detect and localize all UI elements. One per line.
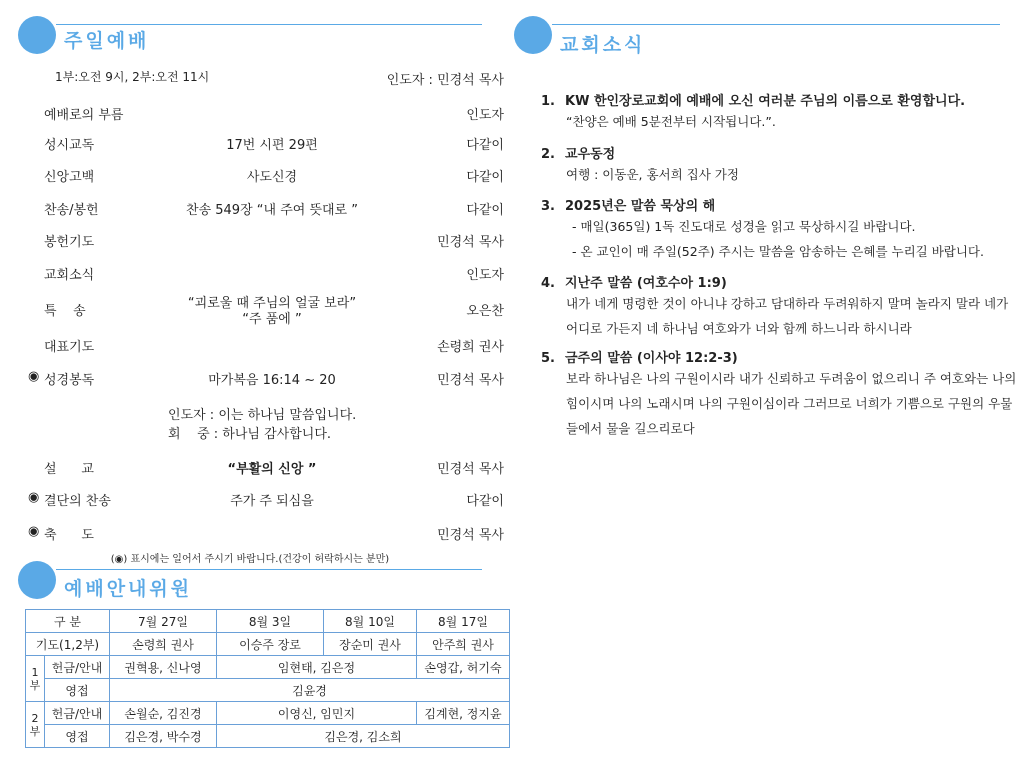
table-row: 2부 헌금/안내 손월순, 김진경 이영신, 임민지 김계현, 정지윤 [26,702,510,725]
service-times: 1부:오전 9시, 2부:오전 11시 [55,70,210,84]
service-leader: 인도자 : 민경석 목사 [386,73,504,88]
section-circle-icon [18,16,56,54]
section-divider [56,569,482,570]
scripture-response-congregation: 회 중 : 하나님 감사합니다. [168,427,332,442]
news-title: 교회소식 [560,34,646,56]
guide-section-header [18,561,482,605]
news-item: 3. 2025년은 말씀 묵상의 해 - 매일(365일) 1독 진도대로 성경을 읽고 묵상하시길 바랍니다. - 온 교인이 매 주일(52주) 주시는 말씀을 암송하는 은혜를 누리길 바랍니다. [541,199,984,259]
news-item: 1. KW 한인장로교회에 예배에 오신 여러분 주님의 이름으로 환영합니다. “찬양은 예배 5분전부터 시작됩니다.”. [541,94,966,129]
worship-section-header [18,16,482,60]
table-row: 영접 김은경, 박수경 김은경, 김소희 [26,725,510,748]
news-item: 2. 교우동정 여행 : 이동운, 홍서희 집사 가정 [541,147,739,182]
section-circle-icon [514,16,552,54]
news-item: 5. 금주의 말씀 (이사야 12:2-3) 보라 하나님은 나의 구원이시라 내가 신뢰하고 두려움이 없으리니 주 여호와는 나의 힘이시며 나의 노래시며 나의 구원이심이라 그러므로 너희가 기쁨으로 구원의 우물들에서 물을 길으리로다 [541,351,1017,436]
guide-title: 예배안내위원 [64,578,193,600]
table-row: 영접 김윤경 [26,679,510,702]
section-divider [552,24,1000,25]
guide-table [25,609,510,748]
table-row: 구 분 7월 27일 8월 3일 8월 10일 8월 17일 [26,610,510,633]
news-item: 4. 지난주 말씀 (여호수아 1:9) 내가 네게 명령한 것이 아니냐 강하고 담대하라 두려워하지 말며 놀라지 말라 네가 어디로 가든지 네 하나님 여호와가 너와 함께 하느니라 하시니라 [541,276,1009,336]
section-circle-icon [18,561,56,599]
news-section-header [514,16,1000,60]
standing-note: (◉) 표시에는 일어서 주시기 바랍니다.(건강이 허락하시는 분만) [110,554,390,565]
table-row: 1부 헌금/안내 권혁용, 신나영 임현태, 김은정 손영갑, 허기숙 [26,656,510,679]
table-row: 기도(1,2부) 손령희 권사 이승주 장로 장순미 권사 안주희 권사 [26,633,510,656]
section-divider [56,24,482,25]
worship-title: 주일예배 [64,30,150,52]
scripture-response-leader: 인도자 : 이는 하나님 말씀입니다. [168,408,357,423]
